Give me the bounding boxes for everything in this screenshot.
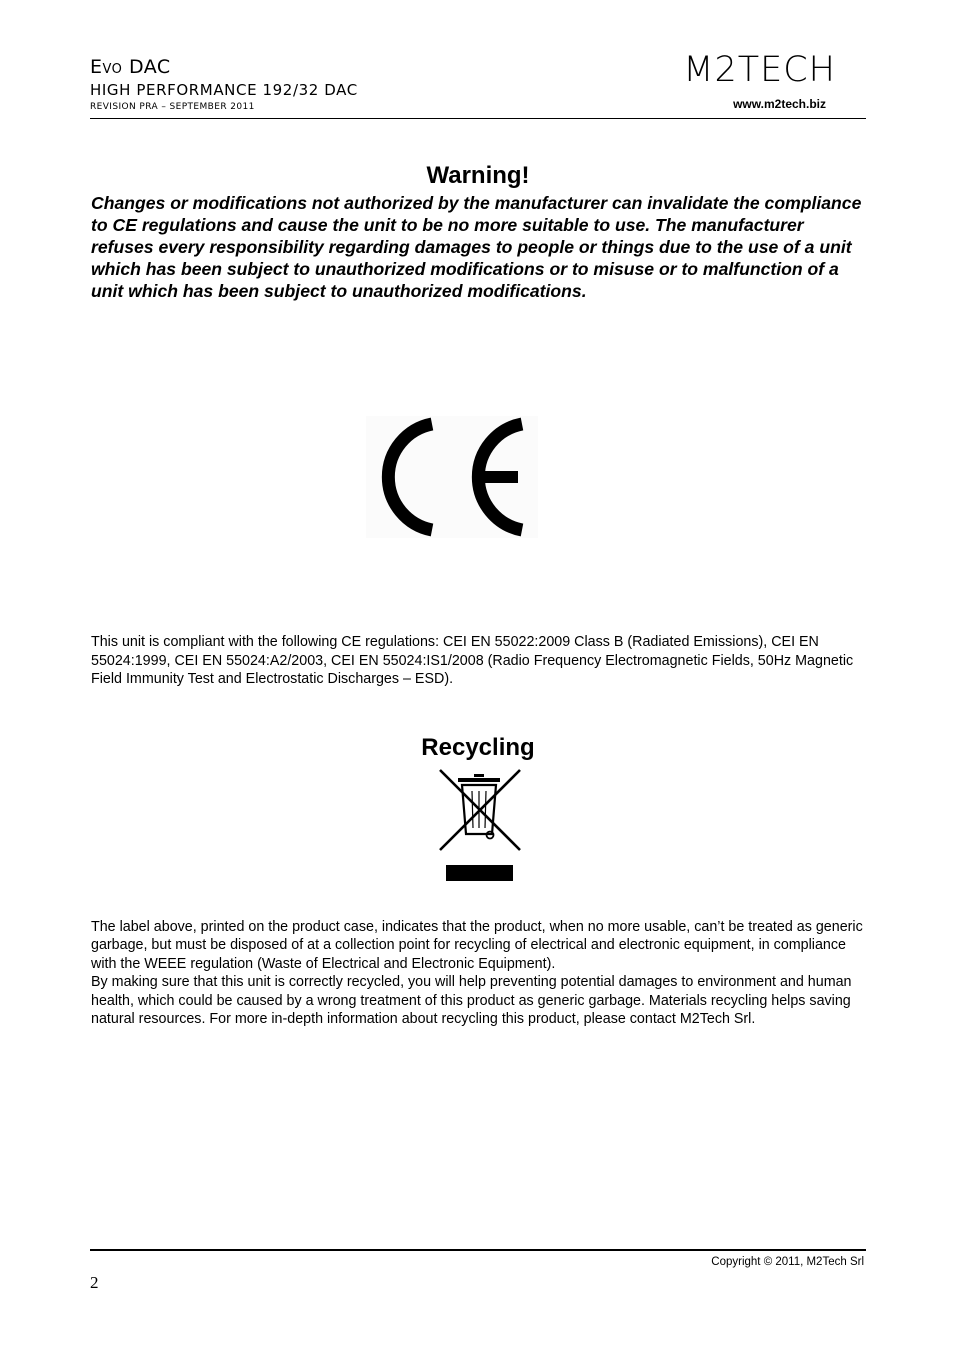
warning-title: Warning! <box>426 162 530 189</box>
weee-crossed-bin-icon <box>436 766 522 884</box>
page-header <box>90 50 866 119</box>
warning-text: Changes or modifications not authorized by the manufacturer can invalidate the compliance to CE regulations and cause the unit to be no more suitable to use. The manufacturer refuses every responsibility regarding damages to people or things due to the use of a unit which has been subject to unauthorized modifications or to misuse or to malfunction of a unit which has been subject to unauthorized modifications. <box>91 193 862 301</box>
recycling-paragraph-2: By making sure that this unit is correctly recycled, you will help preventing potential damages to environment and human health, which could be caused by a wrong treatment of this product as generic garbage. Materials recycling helps saving natural resources. For more in-depth information about recycling this product, please contact M2Tech Srl. <box>91 974 852 1028</box>
product-subtitle: HIGH PERFORMANCE 192/32 DAC <box>90 81 358 99</box>
recycling-paragraph-1: The label above, printed on the product case, indicates that the product, when no more usable, can’t be treated as generic garbage, but must be disposed of at a collection point for recycling of electrical and electronic equipment, in compliance with the WEEE regulation (Waste of Electrical and Electronic Equipment). <box>91 919 863 972</box>
copyright-text: Copyright © 2011, M2Tech Srl <box>711 1256 864 1268</box>
ce-mark-icon <box>366 416 538 538</box>
product-name: Evo DAC <box>90 56 171 78</box>
recycling-text <box>91 918 866 1028</box>
website-link[interactable]: www.m2tech.biz <box>733 97 826 111</box>
recycling-title: Recycling <box>421 734 535 761</box>
ce-compliance-text: This unit is compliant with the following CE regulations: CEI EN 55022:2009 Class B (Radiated Emissions), CEI EN 55024:1999, CEI EN 55024:A2/2003, CEI EN 55024:IS1/2008 (Radio Frequency Electromagnetic Fields, 50Hz Magnetic Field Immunity Test and Electrostatic Discharges – ESD). <box>91 634 854 687</box>
page-number: 2 <box>90 1273 99 1292</box>
revision-label: REVISION PRA – SEPTEMBER 2011 <box>90 102 255 112</box>
footer-divider <box>90 1249 866 1251</box>
brand-logo: M2TECH <box>683 50 836 90</box>
